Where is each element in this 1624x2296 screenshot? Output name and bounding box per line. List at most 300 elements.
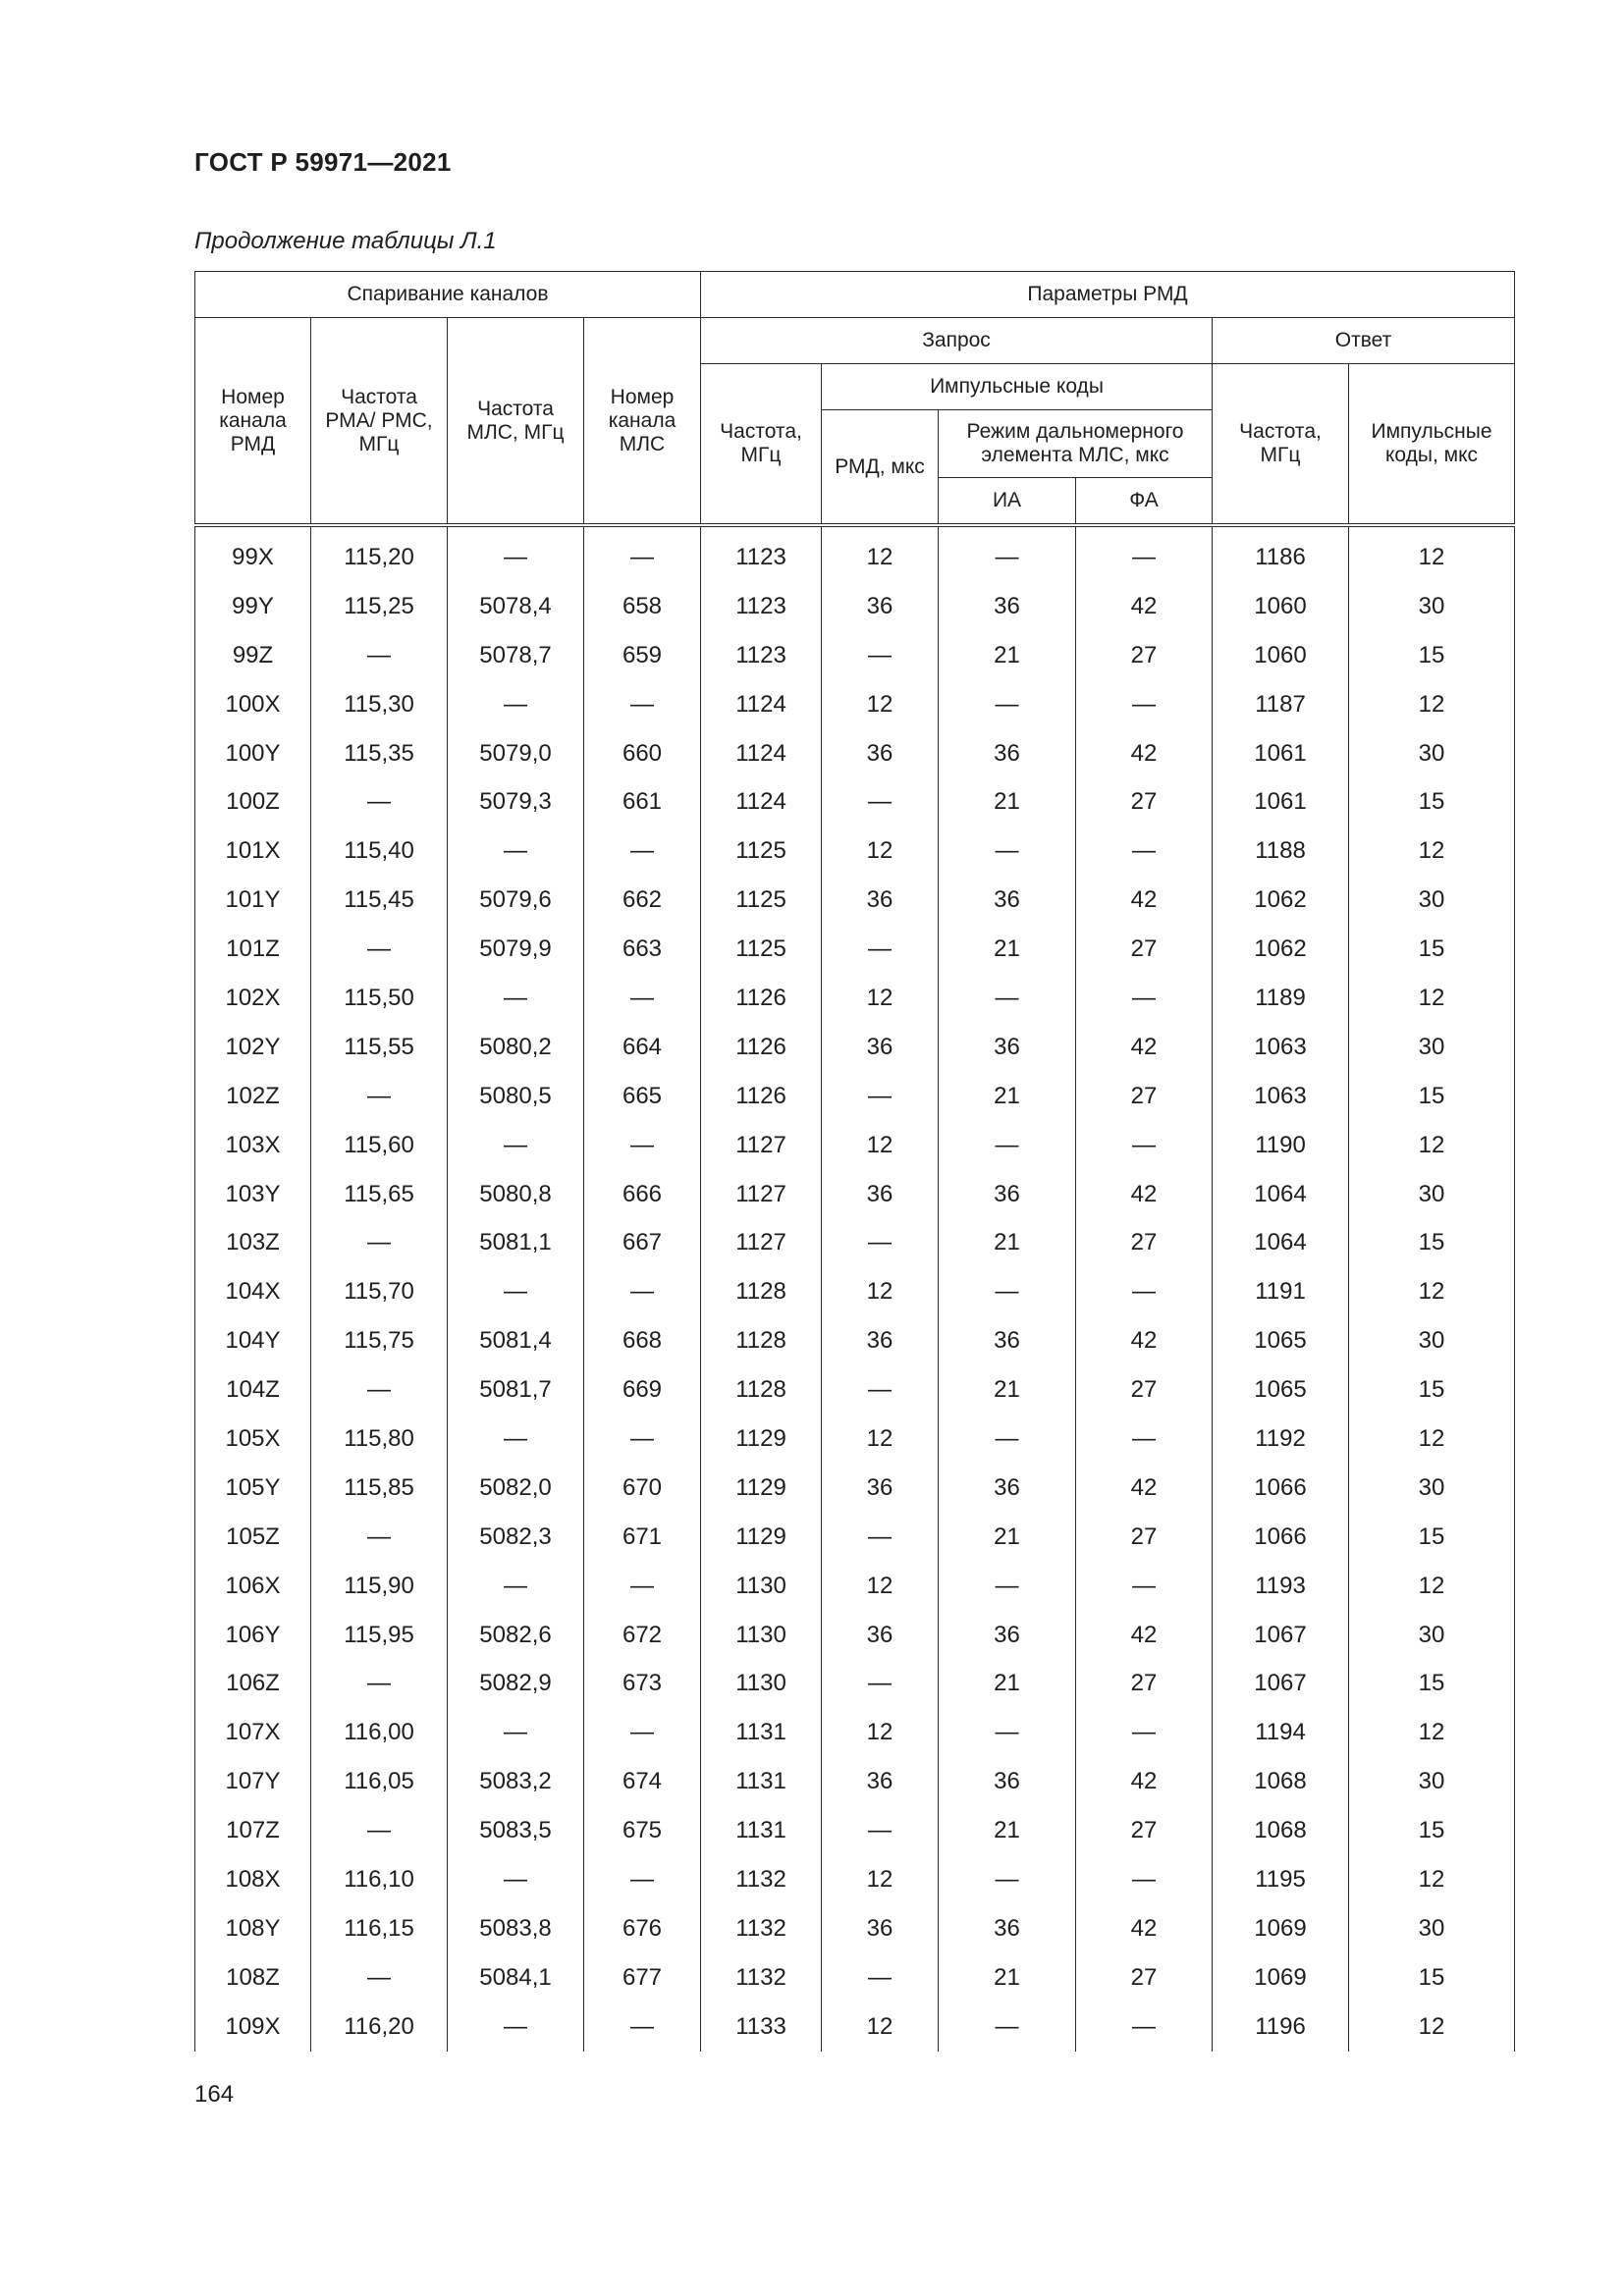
- table-row: [195, 1562, 1515, 1611]
- table-cell: —: [584, 1121, 701, 1170]
- header-reply-frequency: Частота, МГц: [1213, 364, 1349, 526]
- table-row: [195, 1464, 1515, 1513]
- table-cell: 5083,8: [448, 1904, 584, 1953]
- table-cell: 15: [1349, 777, 1515, 827]
- table-cell: 1061: [1213, 777, 1349, 827]
- table-cell: —: [311, 1659, 448, 1708]
- header-rmd-code: РМД, мкс: [822, 410, 939, 526]
- table-cell: 42: [1076, 1611, 1213, 1660]
- table-row: [195, 925, 1515, 974]
- table-cell: 15: [1349, 925, 1515, 974]
- table-cell: 27: [1076, 1072, 1213, 1121]
- table-cell: —: [311, 1513, 448, 1562]
- table-cell: —: [448, 2002, 584, 2052]
- table-cell: 5079,6: [448, 876, 584, 925]
- table-cell: 106X: [195, 1562, 311, 1611]
- table-cell: —: [822, 777, 939, 827]
- table-cell: 1066: [1213, 1513, 1349, 1562]
- table-cell: 42: [1076, 729, 1213, 778]
- table-cell: 115,55: [311, 1023, 448, 1072]
- table-cell: 115,60: [311, 1121, 448, 1170]
- table-cell: 27: [1076, 1806, 1213, 1855]
- table-cell: 5080,5: [448, 1072, 584, 1121]
- table-cell: 36: [822, 876, 939, 925]
- table-cell: 99X: [195, 525, 311, 582]
- header-request-frequency: Частота, МГц: [701, 364, 822, 526]
- table-cell: 115,75: [311, 1316, 448, 1365]
- table-cell: 1068: [1213, 1757, 1349, 1806]
- table-cell: 42: [1076, 876, 1213, 925]
- table-cell: 12: [1349, 525, 1515, 582]
- table-cell: 106Z: [195, 1659, 311, 1708]
- table-cell: 12: [1349, 1121, 1515, 1170]
- table-cell: 1191: [1213, 1267, 1349, 1316]
- table-cell: 12: [822, 827, 939, 876]
- table-cell: 1127: [701, 1170, 822, 1219]
- table-cell: 12: [822, 2002, 939, 2052]
- table-cell: 104Y: [195, 1316, 311, 1365]
- table-cell: 115,40: [311, 827, 448, 876]
- table-cell: 27: [1076, 1513, 1213, 1562]
- table-cell: 674: [584, 1757, 701, 1806]
- table-cell: 1067: [1213, 1611, 1349, 1660]
- table-cell: 36: [822, 1757, 939, 1806]
- table-cell: 36: [822, 729, 939, 778]
- table-cell: 12: [1349, 680, 1515, 729]
- table-row: [195, 1218, 1515, 1267]
- table-cell: 1064: [1213, 1218, 1349, 1267]
- table-cell: 1186: [1213, 525, 1349, 582]
- table-cell: 1069: [1213, 1953, 1349, 2002]
- table-cell: 5079,3: [448, 777, 584, 827]
- table-cell: —: [584, 974, 701, 1023]
- table-cell: 115,80: [311, 1415, 448, 1464]
- table-cell: 661: [584, 777, 701, 827]
- table-cell: 12: [822, 680, 939, 729]
- table-cell: 36: [822, 1464, 939, 1513]
- table-cell: 100Y: [195, 729, 311, 778]
- table-cell: 1189: [1213, 974, 1349, 1023]
- table-cell: 115,30: [311, 680, 448, 729]
- table-cell: 42: [1076, 1023, 1213, 1072]
- table-cell: —: [1076, 2002, 1213, 2052]
- table-cell: 1129: [701, 1464, 822, 1513]
- table-cell: —: [939, 827, 1076, 876]
- table-cell: 5082,0: [448, 1464, 584, 1513]
- header-mls-mode: Режим дальномерного элемента МЛС, мкс: [939, 410, 1213, 478]
- table-cell: 1061: [1213, 729, 1349, 778]
- table-cell: 116,20: [311, 2002, 448, 2052]
- table-cell: —: [584, 1562, 701, 1611]
- table-cell: 115,25: [311, 582, 448, 631]
- table-cell: 42: [1076, 1170, 1213, 1219]
- table-cell: 15: [1349, 1072, 1515, 1121]
- table-cell: 107X: [195, 1708, 311, 1757]
- table-cell: —: [822, 1365, 939, 1415]
- header-request: Запрос: [701, 318, 1213, 364]
- table-cell: 1124: [701, 680, 822, 729]
- table-cell: 5081,7: [448, 1365, 584, 1415]
- table-cell: 1128: [701, 1316, 822, 1365]
- table-row: [195, 1855, 1515, 1904]
- table-cell: 102Y: [195, 1023, 311, 1072]
- table-cell: 102X: [195, 974, 311, 1023]
- table-cell: 106Y: [195, 1611, 311, 1660]
- table-cell: 1068: [1213, 1806, 1349, 1855]
- table-cell: 115,50: [311, 974, 448, 1023]
- table-cell: —: [584, 1855, 701, 1904]
- table-cell: 36: [822, 1023, 939, 1072]
- channel-table: [194, 271, 1515, 2052]
- table-cell: 36: [939, 582, 1076, 631]
- table-cell: 30: [1349, 1170, 1515, 1219]
- table-cell: 1187: [1213, 680, 1349, 729]
- table-cell: —: [584, 1708, 701, 1757]
- table-cell: 5081,1: [448, 1218, 584, 1267]
- table-cell: 12: [1349, 1708, 1515, 1757]
- table-cell: 36: [822, 1611, 939, 1660]
- table-cell: 108Z: [195, 1953, 311, 2002]
- table-cell: 667: [584, 1218, 701, 1267]
- table-cell: 107Z: [195, 1806, 311, 1855]
- table-cell: 36: [939, 1316, 1076, 1365]
- header-mls-frequency: Частота МЛС, МГц: [448, 318, 584, 526]
- table-cell: —: [939, 1855, 1076, 1904]
- table-cell: —: [311, 777, 448, 827]
- table-cell: 12: [822, 974, 939, 1023]
- table-body: [195, 525, 1515, 2052]
- table-cell: 15: [1349, 631, 1515, 680]
- table-cell: 1133: [701, 2002, 822, 2052]
- table-cell: 36: [939, 1904, 1076, 1953]
- table-cell: —: [939, 1415, 1076, 1464]
- table-row: [195, 1806, 1515, 1855]
- table-cell: 27: [1076, 631, 1213, 680]
- table-cell: 673: [584, 1659, 701, 1708]
- table-cell: 677: [584, 1953, 701, 2002]
- table-cell: 108X: [195, 1855, 311, 1904]
- table-cell: 1126: [701, 1072, 822, 1121]
- table-cell: 1123: [701, 631, 822, 680]
- table-cell: 1194: [1213, 1708, 1349, 1757]
- table-cell: 15: [1349, 1659, 1515, 1708]
- header-ia: ИА: [939, 478, 1076, 526]
- table-cell: 104X: [195, 1267, 311, 1316]
- table-cell: 116,15: [311, 1904, 448, 1953]
- table-cell: 105X: [195, 1415, 311, 1464]
- table-caption: Продолжение таблицы Л.1: [194, 228, 497, 254]
- table-cell: 660: [584, 729, 701, 778]
- table-cell: —: [1076, 1562, 1213, 1611]
- header-fa: ФА: [1076, 478, 1213, 526]
- table-cell: —: [822, 1513, 939, 1562]
- table-header: [195, 272, 1515, 526]
- table-row: [195, 876, 1515, 925]
- table-cell: 100Z: [195, 777, 311, 827]
- table-cell: 1062: [1213, 925, 1349, 974]
- table-cell: —: [448, 1855, 584, 1904]
- table-cell: 1190: [1213, 1121, 1349, 1170]
- table-cell: 115,70: [311, 1267, 448, 1316]
- table-cell: 5082,9: [448, 1659, 584, 1708]
- table-cell: 1130: [701, 1659, 822, 1708]
- table-row: [195, 1316, 1515, 1365]
- table-cell: 1125: [701, 925, 822, 974]
- page-number: 164: [194, 2081, 235, 2108]
- table-cell: 5082,6: [448, 1611, 584, 1660]
- table-cell: —: [311, 1365, 448, 1415]
- table-cell: 103Z: [195, 1218, 311, 1267]
- table-cell: 21: [939, 925, 1076, 974]
- table-row: [195, 1023, 1515, 1072]
- table-cell: —: [311, 1806, 448, 1855]
- table-cell: 36: [822, 582, 939, 631]
- table-row: [195, 2002, 1515, 2052]
- table-cell: 1065: [1213, 1316, 1349, 1365]
- table-cell: 5082,3: [448, 1513, 584, 1562]
- table-cell: 12: [1349, 2002, 1515, 2052]
- table-cell: —: [939, 1267, 1076, 1316]
- table-cell: —: [448, 974, 584, 1023]
- table-cell: —: [448, 525, 584, 582]
- table-cell: 36: [822, 1170, 939, 1219]
- table-cell: 12: [822, 1415, 939, 1464]
- table-cell: 658: [584, 582, 701, 631]
- table-cell: 1066: [1213, 1464, 1349, 1513]
- table-cell: —: [448, 1121, 584, 1170]
- table-row: [195, 1267, 1515, 1316]
- table-cell: 5080,8: [448, 1170, 584, 1219]
- table-row: [195, 1072, 1515, 1121]
- table-row: [195, 631, 1515, 680]
- table-cell: 664: [584, 1023, 701, 1072]
- table-cell: 103X: [195, 1121, 311, 1170]
- table-cell: —: [939, 680, 1076, 729]
- table-cell: 659: [584, 631, 701, 680]
- table-cell: 670: [584, 1464, 701, 1513]
- table-cell: 107Y: [195, 1757, 311, 1806]
- table-cell: —: [1076, 680, 1213, 729]
- table-row: [195, 827, 1515, 876]
- table-cell: —: [939, 974, 1076, 1023]
- table-cell: —: [584, 2002, 701, 2052]
- table-cell: —: [1076, 1415, 1213, 1464]
- table-row: [195, 1904, 1515, 1953]
- table-cell: —: [584, 525, 701, 582]
- table-cell: 1128: [701, 1267, 822, 1316]
- table-cell: —: [1076, 1121, 1213, 1170]
- table-cell: 30: [1349, 1611, 1515, 1660]
- table-cell: 21: [939, 1072, 1076, 1121]
- table-cell: —: [311, 1218, 448, 1267]
- table-cell: 5083,5: [448, 1806, 584, 1855]
- table-cell: 21: [939, 1513, 1076, 1562]
- table-cell: —: [1076, 1855, 1213, 1904]
- document-code: ГОСТ Р 59971—2021: [194, 147, 452, 177]
- table-row: [195, 1365, 1515, 1415]
- table-cell: 12: [1349, 1562, 1515, 1611]
- table-cell: 99Y: [195, 582, 311, 631]
- table-cell: 663: [584, 925, 701, 974]
- table-cell: 99Z: [195, 631, 311, 680]
- table-cell: —: [311, 1072, 448, 1121]
- table-cell: 1126: [701, 974, 822, 1023]
- table-cell: —: [939, 1121, 1076, 1170]
- table-cell: 1127: [701, 1121, 822, 1170]
- table-cell: 104Z: [195, 1365, 311, 1415]
- table-cell: —: [584, 1267, 701, 1316]
- header-reply-pulse-codes: Импульсные коды, мкс: [1349, 364, 1515, 526]
- table-cell: —: [311, 631, 448, 680]
- table-cell: 15: [1349, 1953, 1515, 2002]
- table-cell: 15: [1349, 1218, 1515, 1267]
- table-cell: 105Z: [195, 1513, 311, 1562]
- table-cell: 42: [1076, 1904, 1213, 1953]
- table-cell: 5081,4: [448, 1316, 584, 1365]
- table-cell: 115,65: [311, 1170, 448, 1219]
- table-cell: 12: [822, 1562, 939, 1611]
- table-row: [195, 1659, 1515, 1708]
- table-cell: 115,95: [311, 1611, 448, 1660]
- table-cell: 15: [1349, 1513, 1515, 1562]
- table-cell: 1125: [701, 876, 822, 925]
- table-cell: 115,85: [311, 1464, 448, 1513]
- header-mls-channel-number: Номер канала МЛС: [584, 318, 701, 526]
- table-cell: —: [1076, 1708, 1213, 1757]
- table-cell: 5084,1: [448, 1953, 584, 2002]
- table-cell: 36: [939, 729, 1076, 778]
- table-cell: 1131: [701, 1806, 822, 1855]
- table-cell: —: [448, 1562, 584, 1611]
- table-row: [195, 777, 1515, 827]
- table-cell: 36: [939, 1757, 1076, 1806]
- table-cell: 116,10: [311, 1855, 448, 1904]
- table-cell: 1195: [1213, 1855, 1349, 1904]
- table-cell: 5078,7: [448, 631, 584, 680]
- table-cell: 42: [1076, 1316, 1213, 1365]
- table-cell: 1063: [1213, 1023, 1349, 1072]
- table-cell: —: [822, 1659, 939, 1708]
- table-cell: 672: [584, 1611, 701, 1660]
- table-cell: —: [822, 925, 939, 974]
- table-cell: 12: [822, 1855, 939, 1904]
- table-cell: 1063: [1213, 1072, 1349, 1121]
- header-reply: Ответ: [1213, 318, 1515, 364]
- table-row: [195, 525, 1515, 582]
- table-cell: 1131: [701, 1708, 822, 1757]
- table-cell: 1130: [701, 1611, 822, 1660]
- table-cell: —: [822, 1218, 939, 1267]
- table-cell: 1130: [701, 1562, 822, 1611]
- table-cell: 101X: [195, 827, 311, 876]
- table-cell: 669: [584, 1365, 701, 1415]
- table-cell: —: [1076, 1267, 1213, 1316]
- table-cell: —: [584, 1415, 701, 1464]
- table-cell: 12: [822, 525, 939, 582]
- table-cell: 42: [1076, 1757, 1213, 1806]
- table-cell: 12: [1349, 1267, 1515, 1316]
- table-cell: 116,05: [311, 1757, 448, 1806]
- table-cell: —: [1076, 827, 1213, 876]
- table-cell: —: [584, 680, 701, 729]
- header-rma-rms-frequency: Частота РМА/ РМС, МГц: [311, 318, 448, 526]
- table-cell: 27: [1076, 1953, 1213, 2002]
- table-row: [195, 680, 1515, 729]
- table-cell: —: [311, 925, 448, 974]
- table-cell: 15: [1349, 1365, 1515, 1415]
- table-cell: —: [939, 1562, 1076, 1611]
- table-cell: —: [448, 1267, 584, 1316]
- table-cell: 12: [1349, 827, 1515, 876]
- header-channel-pairing: Спаривание каналов: [195, 272, 701, 318]
- table-cell: 1069: [1213, 1904, 1349, 1953]
- table-cell: 1129: [701, 1513, 822, 1562]
- table-cell: 1126: [701, 1023, 822, 1072]
- table-cell: 105Y: [195, 1464, 311, 1513]
- table-cell: 1192: [1213, 1415, 1349, 1464]
- table-cell: 1067: [1213, 1659, 1349, 1708]
- table-cell: 21: [939, 1218, 1076, 1267]
- table-cell: 671: [584, 1513, 701, 1562]
- table-cell: 15: [1349, 1806, 1515, 1855]
- table-cell: 5078,4: [448, 582, 584, 631]
- table-cell: 108Y: [195, 1904, 311, 1953]
- table-cell: 115,90: [311, 1562, 448, 1611]
- table-cell: —: [448, 827, 584, 876]
- table-cell: 1060: [1213, 582, 1349, 631]
- table-cell: 27: [1076, 1365, 1213, 1415]
- table-cell: —: [311, 1953, 448, 2002]
- table-row: [195, 1708, 1515, 1757]
- table-cell: —: [448, 1415, 584, 1464]
- table-cell: 1131: [701, 1757, 822, 1806]
- table-cell: —: [939, 2002, 1076, 2052]
- table-cell: 27: [1076, 777, 1213, 827]
- table-cell: 115,35: [311, 729, 448, 778]
- table-cell: 12: [1349, 974, 1515, 1023]
- table-cell: 42: [1076, 1464, 1213, 1513]
- table-cell: 116,00: [311, 1708, 448, 1757]
- table-cell: 27: [1076, 1218, 1213, 1267]
- table-cell: 36: [939, 1464, 1076, 1513]
- table-row: [195, 729, 1515, 778]
- table-cell: —: [584, 827, 701, 876]
- header-pulse-codes: Импульсные коды: [822, 364, 1213, 410]
- table-cell: 1123: [701, 525, 822, 582]
- table-cell: 21: [939, 1659, 1076, 1708]
- table-row: [195, 1953, 1515, 2002]
- table-cell: 103Y: [195, 1170, 311, 1219]
- table-cell: 101Z: [195, 925, 311, 974]
- table-cell: 30: [1349, 1757, 1515, 1806]
- table-row: [195, 1757, 1515, 1806]
- table-cell: 665: [584, 1072, 701, 1121]
- table-cell: 1188: [1213, 827, 1349, 876]
- table-cell: 1127: [701, 1218, 822, 1267]
- table-cell: 1125: [701, 827, 822, 876]
- table-cell: 1193: [1213, 1562, 1349, 1611]
- table-row: [195, 1415, 1515, 1464]
- table-cell: 5079,0: [448, 729, 584, 778]
- table-cell: 1129: [701, 1415, 822, 1464]
- table-cell: 12: [1349, 1415, 1515, 1464]
- table-cell: 42: [1076, 582, 1213, 631]
- table-cell: 12: [822, 1121, 939, 1170]
- table-cell: —: [1076, 974, 1213, 1023]
- table-row: [195, 582, 1515, 631]
- table-cell: 21: [939, 631, 1076, 680]
- table-cell: 21: [939, 1365, 1076, 1415]
